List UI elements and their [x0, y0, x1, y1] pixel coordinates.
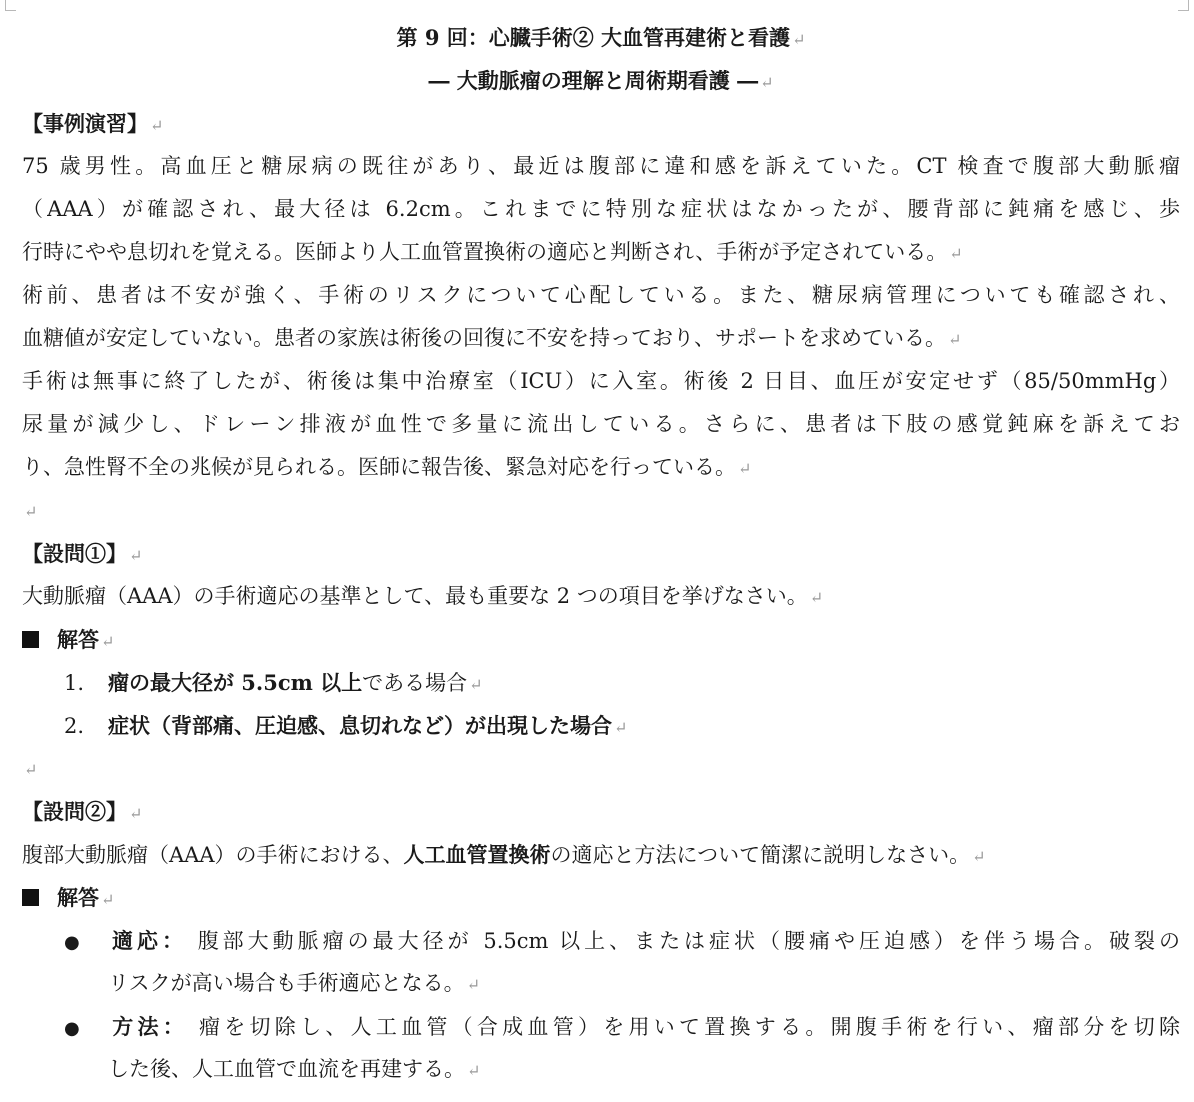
bullet-dot-icon: ●: [64, 1018, 80, 1039]
paragraph-mark-icon: ↵: [101, 632, 115, 651]
answer-list-item: 1. 瘤の最大径が 5.5cm 以上である場合 ↵: [22, 661, 1180, 704]
case-text-line: 手術は無事に終了したが、術後は集中治療室（ICU）に入室。術後 2 日目、血圧が安定せず（85/50mmHg）: [22, 369, 1180, 393]
answer-bullet-item: ● 適応： 腹部大動脈瘤の最大径が 5.5cm 以上、または症状（腰痛や圧迫感）を伴う場合。破裂の: [22, 919, 1180, 962]
paragraph-mark-icon: ↵: [972, 847, 986, 866]
page-corner-mark-left: [5, 0, 16, 11]
paragraph-mark-icon: ↵: [150, 116, 164, 135]
answer-list-item: 2. 症状（背部痛、圧迫感、息切れなど）が出現した場合 ↵: [22, 704, 1180, 747]
document-title: 第 9 回：心臓手術② 大血管再建術と看護 ↵: [396, 25, 806, 50]
paragraph-mark-icon: ↵: [129, 546, 143, 565]
paragraph-mark-icon: ↵: [466, 975, 480, 994]
question-1-text: 大動脈瘤（AAA）の手術適応の基準として、最も重要な 2 つの項目を挙げなさい。 ↵: [22, 584, 824, 608]
question-2-heading: 【設問②】 ↵: [22, 799, 143, 824]
question-1-answer-label: 解答 ↵: [22, 618, 1180, 661]
case-text-line: 尿量が減少し、ドレーン排液が血性で多量に流出している。さらに、患者は下肢の感覚鈍麻を訴えてお: [22, 412, 1180, 436]
page-corner-mark-right: [1178, 0, 1189, 11]
paragraph-mark-icon: ↵: [469, 675, 483, 694]
question-1-heading: 【設問①】 ↵: [22, 541, 143, 566]
list-number: 1.: [64, 671, 85, 695]
paragraph-mark-icon: ↵: [467, 1061, 481, 1080]
case-heading: 【事例演習】 ↵: [22, 111, 164, 136]
paragraph-mark-icon: ↵: [24, 502, 38, 521]
paragraph-mark-icon: ↵: [101, 890, 115, 909]
paragraph-mark-icon: ↵: [760, 73, 774, 92]
paragraph-mark-icon: ↵: [809, 588, 824, 607]
case-text-line: 行時にやや息切れを覚える。医師より人工血管置換術の適応と判断され、手術が予定されている。 ↵: [22, 240, 963, 264]
paragraph-mark-icon: ↵: [792, 30, 806, 49]
bullet-dot-icon: ●: [64, 932, 80, 953]
case-text-line: 血糖値が安定していない。患者の家族は術後の回復に不安を持っており、サポートを求めている。 ↵: [22, 326, 962, 350]
document-subtitle: ― 大動脈瘤の理解と周術期看護 ― ↵: [428, 68, 774, 93]
paragraph-mark-icon: ↵: [614, 718, 628, 737]
case-text-line: （AAA）が確認され、最大径は 6.2cm。これまでに特別な症状はなかったが、腰背部に鈍痛を感じ、歩: [22, 197, 1180, 221]
paragraph-mark-icon: ↵: [129, 804, 143, 823]
answer-bullet-continuation: リスクが高い場合も手術適応となる。 ↵: [108, 971, 480, 995]
black-square-bullet-icon: [22, 889, 39, 906]
question-2-answer-label: 解答 ↵: [22, 876, 1180, 919]
answer-bullet-continuation: した後、人工血管で血流を再建する。 ↵: [108, 1057, 481, 1081]
document-page: [22, 16, 1180, 1091]
paragraph-mark-icon: ↵: [738, 459, 752, 478]
list-number: 2.: [64, 714, 85, 738]
case-text-line: 術前、患者は不安が強く、手術のリスクについて心配している。また、糖尿病管理についても確認され、: [22, 283, 1180, 307]
paragraph-mark-icon: ↵: [949, 244, 963, 263]
empty-paragraph: [22, 489, 1180, 532]
question-2-text: 腹部大動脈瘤（AAA）の手術における、人工血管置換術の適応と方法について簡潔に説明しなさい。 ↵: [22, 842, 986, 867]
empty-paragraph: [22, 747, 1180, 790]
paragraph-mark-icon: ↵: [948, 330, 962, 349]
paragraph-mark-icon: ↵: [24, 760, 38, 779]
black-square-bullet-icon: [22, 631, 39, 648]
answer-bullet-item: ● 方法： 瘤を切除し、人工血管（合成血管）を用いて置換する。開腹手術を行い、瘤部分を切除: [22, 1005, 1180, 1048]
case-text-line: り、急性腎不全の兆候が見られる。医師に報告後、緊急対応を行っている。 ↵: [22, 455, 752, 479]
case-text-line: 75 歳男性。高血圧と糖尿病の既往があり、最近は腹部に違和感を訴えていた。CT 検査で腹部大動脈瘤: [22, 154, 1180, 178]
